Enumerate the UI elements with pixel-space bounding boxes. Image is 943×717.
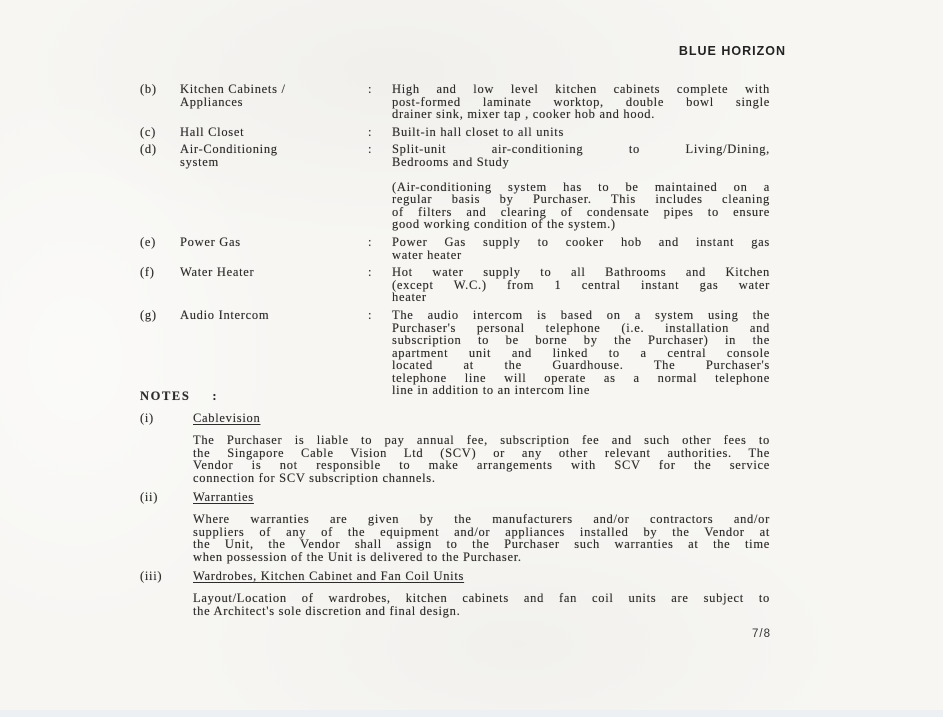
text-line: The Purchaser is liable to pay annual fee, subscription fee and such other fees to [193, 433, 770, 448]
note-body [193, 412, 770, 485]
notes-section [140, 390, 770, 623]
text-line: Bedrooms and Study [392, 154, 510, 169]
note-marker: (i) [140, 410, 154, 425]
note-heading: Cablevision [193, 410, 261, 425]
notes-heading [140, 390, 770, 403]
text-line: Purchaser's personal telephone (i.e. installation and [392, 320, 770, 335]
note-paragraph [193, 592, 770, 617]
note-marker: (iii) [140, 568, 163, 583]
description-paragraph [392, 126, 770, 139]
item-label-line: Water Heater [180, 265, 255, 280]
item-label-line: system [180, 154, 219, 169]
text-line: located at the Guardhouse. The Purchaser's [392, 358, 770, 373]
note-marker: (ii) [140, 489, 159, 504]
item-marker: (c) [140, 124, 156, 139]
description-paragraph [392, 309, 770, 397]
item-marker: (f) [140, 265, 155, 280]
text-line: The audio intercom is based on a system using the [392, 307, 770, 322]
note-heading: Warranties [193, 489, 254, 504]
item-label-line: Power Gas [180, 234, 241, 249]
item-description [392, 143, 770, 231]
text-line: heater [392, 290, 427, 305]
item-colon: : [368, 307, 373, 322]
spec-item [140, 266, 770, 304]
text-line: Hot water supply to all Bathrooms and Kitchen [392, 265, 770, 280]
note-paragraph [193, 434, 770, 484]
item-description [392, 83, 770, 121]
item-description [392, 126, 770, 139]
item-marker: (g) [140, 307, 157, 322]
text-line: connection for SCV subscription channels. [193, 470, 436, 485]
note-entry [140, 412, 770, 485]
item-label-line: Audio Intercom [180, 307, 270, 322]
item-marker: (d) [140, 142, 157, 157]
text-line: the Architect's sole discretion and final design. [193, 603, 461, 618]
description-paragraph [392, 236, 770, 261]
text-line: when possession of the Unit is delivered to the Purchaser. [193, 549, 522, 564]
page-number: 7/8 [752, 628, 771, 640]
item-description [392, 266, 770, 304]
text-line: Power Gas supply to cooker hob and instant gas [392, 234, 770, 249]
text-line: Layout/Location of wardrobes, kitchen cabinets and fan coil units are subject to [193, 591, 770, 606]
text-line: the Singapore Cable Vision Ltd (SCV) or any other relevant authorities. The [193, 445, 770, 460]
text-line: (except W.C.) from 1 central instant gas water [392, 277, 770, 292]
text-line: subscription to be borne by the Purchaser) in the [392, 333, 770, 348]
text-line: regular basis by Purchaser. This includes cleaning [392, 192, 770, 207]
description-paragraph [392, 266, 770, 304]
notes-heading-label: NOTES [140, 389, 191, 403]
description-paragraph [392, 143, 770, 168]
text-line: good working condition of the system.) [392, 217, 616, 232]
note-entry [140, 491, 770, 564]
spec-item [140, 83, 770, 121]
item-colon: : [368, 265, 373, 280]
note-heading: Wardrobes, Kitchen Cabinet and Fan Coil Units [193, 568, 465, 583]
description-paragraph [392, 83, 770, 121]
item-label [180, 266, 368, 304]
note-body [193, 570, 770, 618]
item-label [180, 236, 368, 261]
item-colon: : [368, 82, 373, 96]
item-label-line: Air-Conditioning [180, 142, 278, 157]
item-marker: (b) [140, 82, 157, 96]
notes-heading-colon: : [212, 389, 219, 403]
item-label [180, 143, 368, 231]
item-marker: (e) [140, 234, 156, 249]
text-line: (Air-conditioning system has to be maintained on a [392, 179, 770, 194]
item-label [180, 126, 368, 139]
text-line: Built-in hall closet to all units [392, 124, 565, 139]
spec-item [140, 236, 770, 261]
text-line: apartment unit and linked to a central console [392, 345, 770, 360]
text-line: suppliers of any of the equipment and/or appliances installed by the Vendor at [193, 524, 770, 539]
item-description [392, 236, 770, 261]
text-line: line in addition to an intercom line [392, 383, 591, 398]
spec-item [140, 143, 770, 231]
item-label-line: Kitchen Cabinets / [180, 82, 286, 96]
spec-item [140, 309, 770, 397]
text-line: Where warranties are given by the manufacturers and/or contractors and/or [193, 512, 770, 527]
notes-entries [140, 412, 770, 618]
item-label [180, 83, 368, 121]
text-line: telephone line will operate as a normal telephone [392, 370, 770, 385]
item-label-line: Hall Closet [180, 124, 245, 139]
text-line: Vendor is not responsible to make arrangements with SCV for the service [193, 458, 770, 473]
item-label-line: Appliances [180, 94, 244, 109]
text-line: Split-unit air-conditioning to Living/Dining, [392, 142, 770, 157]
note-body [193, 491, 770, 564]
spec-item [140, 126, 770, 139]
text-line: water heater [392, 247, 462, 262]
text-line: post-formed laminate worktop, double bowl single [392, 94, 770, 109]
scan-bottom-edge [0, 710, 943, 717]
specifications-list [140, 83, 770, 402]
description-paragraph [392, 181, 770, 231]
note-entry [140, 570, 770, 618]
item-label [180, 309, 368, 397]
item-description [392, 309, 770, 397]
text-line: drainer sink, mixer tap , cooker hob and hood. [392, 107, 656, 122]
item-colon: : [368, 142, 373, 157]
document-title: BLUE HORIZON [678, 44, 786, 58]
text-line: of filters and clearing of condensate pipes to ensure [392, 204, 770, 219]
item-colon: : [368, 124, 373, 139]
item-colon: : [368, 234, 373, 249]
text-line: High and low level kitchen cabinets complete with [392, 82, 770, 96]
note-paragraph [193, 513, 770, 563]
text-line: the Unit, the Vendor shall assign to the Purchaser such warranties at the time [193, 537, 770, 552]
